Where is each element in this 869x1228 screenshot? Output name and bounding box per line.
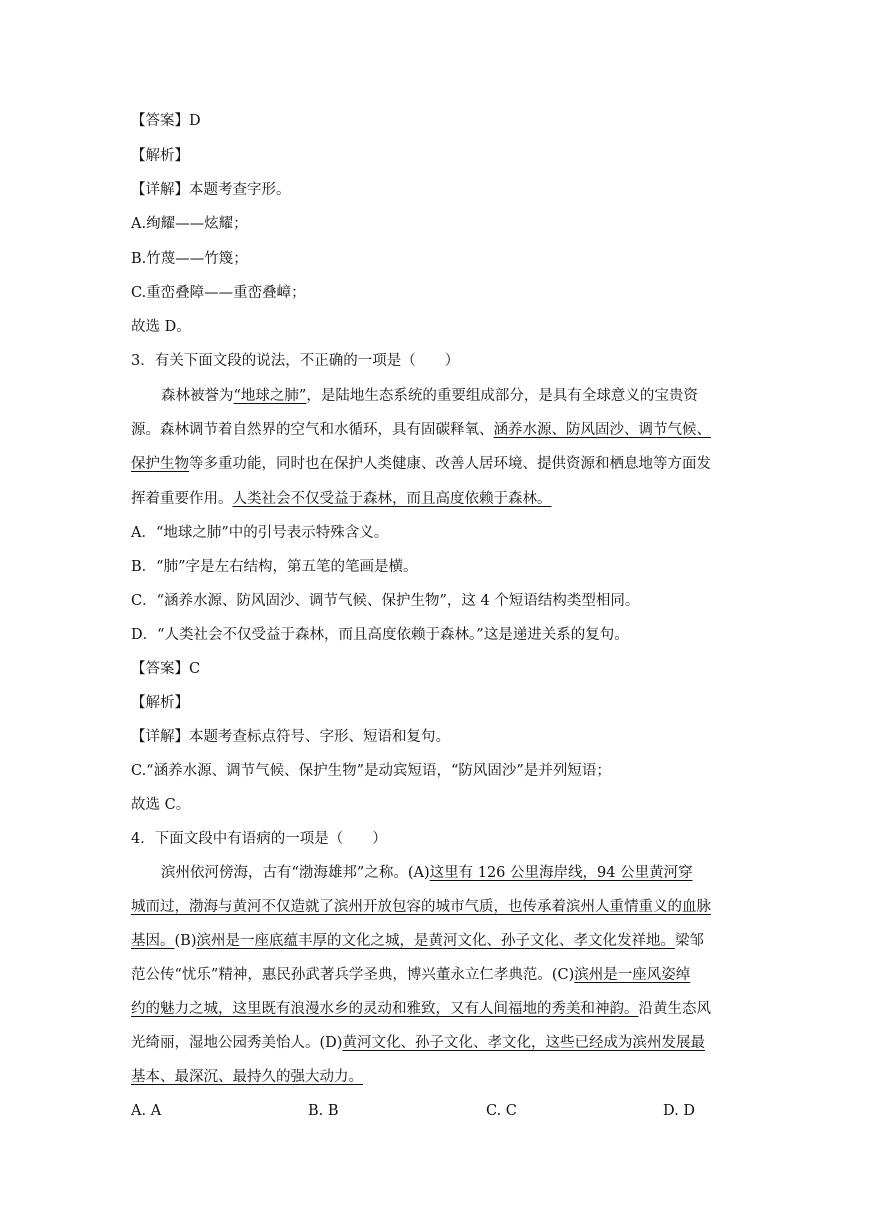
q4-passage-line-7 xyxy=(131,1067,363,1087)
q4-underlined-text: 约的魅力之城，这里既有浪漫水乡的灵动和雅致，又有人间福地的秀美和神韵。 xyxy=(131,1001,639,1017)
q4-option-b: B. B xyxy=(308,1103,339,1119)
q3-question: 3．有关下面文段的说法，不正确的一项是（ ） xyxy=(131,353,460,369)
q2-answer: 【答案】D xyxy=(131,113,201,129)
q4-option-a: A. A xyxy=(131,1103,162,1119)
q4-passage-line-2 xyxy=(131,897,711,917)
q4-underlined-text: 城而过，渤海与黄河不仅造就了滨州开放包容的城市气质，也传承着滨州人重情重义的血脉 xyxy=(131,899,711,915)
q4-option-c: C. C xyxy=(486,1103,517,1119)
q4-passage-text: 滨州依河傍海，古有“渤海雄邦”之称。(A) xyxy=(161,865,430,881)
q3-explanation: C.“涵养水源、调节气候、保护生物”是动宾短语，“防风固沙”是并列短语； xyxy=(131,763,611,779)
q3-passage-text: ，是陆地生态系统的重要组成部分，是具有全球意义的宝贵资 xyxy=(306,388,698,404)
q2-item-c: C.重峦叠障——重峦叠嶂； xyxy=(131,285,306,301)
q3-option-a: A．“地球之肺”中的引号表示特殊含义。 xyxy=(131,525,389,541)
q3-passage-text: 森林被誉为 xyxy=(161,388,234,404)
q4-underlined-text: 黄河文化、孙子文化、孝文化，这些已经成为滨州发展最 xyxy=(342,1035,705,1051)
q4-option-d: D. D xyxy=(663,1103,695,1119)
q4-passage-line-6 xyxy=(131,1033,705,1053)
q2-item-a: A.绚耀——炫耀； xyxy=(131,216,248,232)
q3-option-c: C．“涵养水源、防风固沙、调节气候、保护生物”，这 4 个短语结构类型相同。 xyxy=(131,593,640,609)
q4-passage-text: 沿黄生态风 xyxy=(638,1001,711,1017)
q3-analysis-heading: 【解析】 xyxy=(131,695,189,711)
q3-passage-text: 等多重功能，同时也在保护人类健康、改善人居环境、提供资源和栖息地等方面发 xyxy=(189,456,711,472)
q4-passage-text: 梁邹 xyxy=(674,933,704,949)
q3-underlined-text: 人类社会不仅受益于森林，而且高度依赖于森林。 xyxy=(232,491,552,507)
q4-question: 4．下面文段中有语病的一项是（ ） xyxy=(131,831,387,847)
q4-underlined-text: 滨州是一座底蕴丰厚的文化之城，是黄河文化、孙子文化、孝文化发祥地。 xyxy=(196,933,675,949)
q4-passage-text: 范公传“忧乐”精神，惠民孙武著兵学圣典，博兴董永立仁孝典范。(C) xyxy=(131,967,575,983)
q4-underlined-text: 这里有 126 公里海岸线，94 公里黄河穿 xyxy=(429,865,693,881)
q3-conclusion: 故选 C。 xyxy=(131,797,191,813)
q4-passage-line-4 xyxy=(131,965,690,985)
q3-detail: 【详解】本题考查标点符号、字形、短语和复句。 xyxy=(131,729,450,745)
q3-underlined-text: 保护生物 xyxy=(131,456,189,472)
q4-passage-text: 光绮丽，湿地公园秀美怡人。(D) xyxy=(131,1035,343,1051)
q2-item-b: B.竹蔑——竹篾； xyxy=(131,251,248,267)
q3-passage-line-1 xyxy=(161,386,698,406)
q3-underlined-text: 涵养水源、防风固沙、调节气候、 xyxy=(493,422,711,438)
q3-underlined-text: “地球之肺” xyxy=(233,388,307,404)
q4-passage-line-3 xyxy=(131,931,704,951)
q3-answer: 【答案】C xyxy=(131,661,201,677)
q3-passage-text: 源。森林调节着自然界的空气和水循环，具有固碳释氧、 xyxy=(131,422,494,438)
q3-option-d: D．“人类社会不仅受益于森林，而且高度依赖于森林。”这是递进关系的复句。 xyxy=(131,627,629,643)
q3-passage-line-4 xyxy=(131,489,552,509)
q4-passage-line-1 xyxy=(161,863,693,883)
q3-option-b: B．“肺”字是左右结构，第五笔的笔画是横。 xyxy=(131,559,418,575)
q3-passage-text: 挥着重要作用。 xyxy=(131,491,233,507)
q4-underlined-text: 滨州是一座风姿绰 xyxy=(574,967,691,983)
q3-passage-line-2 xyxy=(131,420,711,440)
q4-passage-line-5 xyxy=(131,999,711,1019)
q2-detail: 【详解】本题考查字形。 xyxy=(131,182,291,198)
q4-passage-text: (B) xyxy=(174,933,197,949)
q2-analysis-heading: 【解析】 xyxy=(131,148,189,164)
q4-underlined-text: 基本、最深沉、最持久的强大动力。 xyxy=(131,1069,363,1085)
q4-underlined-text: 基因。 xyxy=(131,933,175,949)
q3-passage-line-3 xyxy=(131,454,711,474)
q2-conclusion: 故选 D。 xyxy=(131,319,191,335)
